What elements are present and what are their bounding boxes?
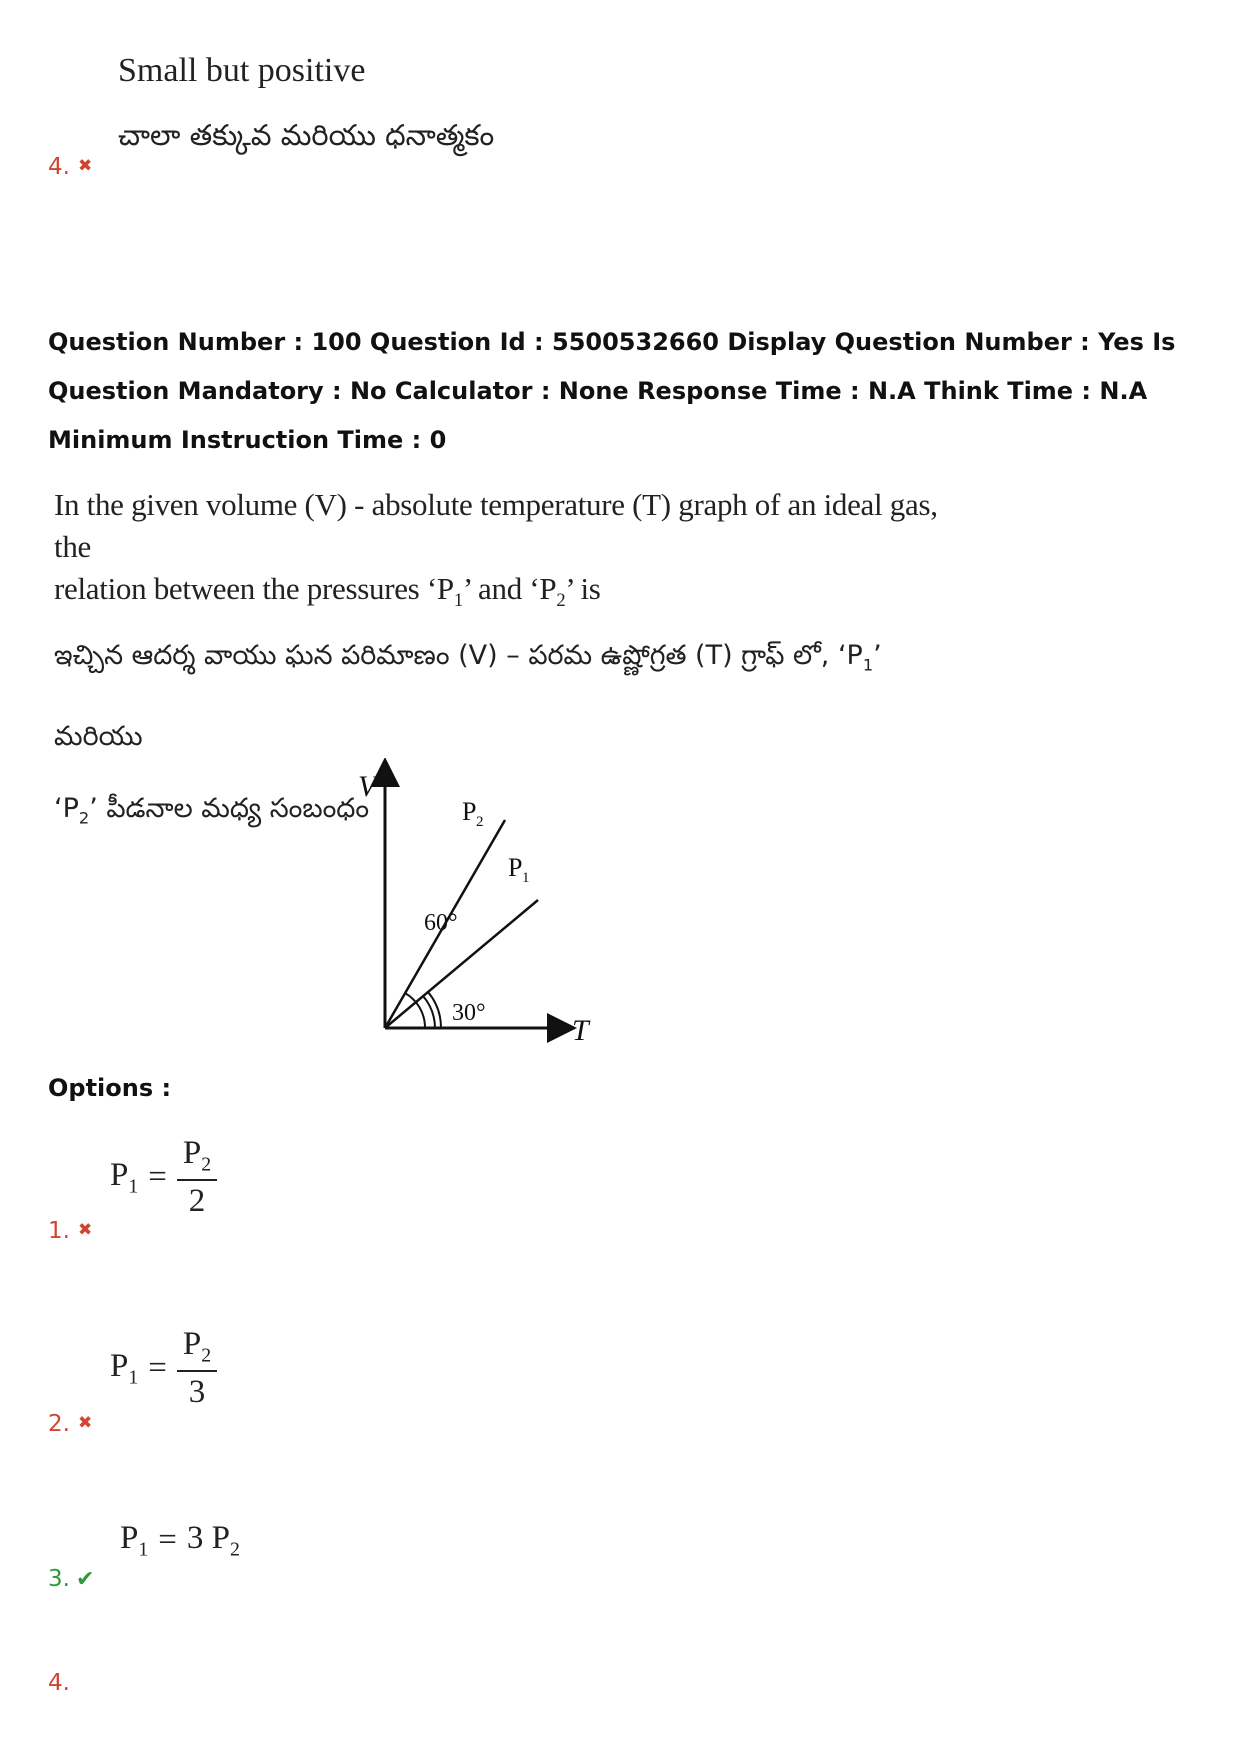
symbol: P <box>182 1326 202 1362</box>
option-number: 3. <box>48 1566 70 1592</box>
question-text-en <box>54 484 954 622</box>
formula-lhs <box>120 1520 148 1562</box>
option-number: 1. <box>48 1218 70 1244</box>
cross-icon: ✖ <box>77 1220 93 1240</box>
options-label: Options : <box>48 1074 172 1102</box>
line-p2-subscript: 2 <box>476 814 484 830</box>
equals-sign: = <box>158 1522 177 1559</box>
subscript: 1 <box>128 1175 139 1198</box>
symbol: P <box>120 1520 139 1556</box>
option-2-formula <box>110 1326 217 1411</box>
option-4-row[interactable] <box>48 1670 70 1696</box>
option-2-row[interactable] <box>48 1411 92 1437</box>
check-icon: ✔ <box>75 1567 95 1592</box>
text-part: ఇచ్చిన ఆదర్శ వాయు ఘన పరిమాణం (V) – పరమ ఉష్ణోగ్రత (T) గ్రాఫ్ లో, ‘P <box>54 640 863 671</box>
option-number: 2. <box>48 1411 70 1437</box>
subscript: 2 <box>229 1538 240 1561</box>
symbol: P <box>110 1156 129 1193</box>
symbol: P <box>182 1135 202 1171</box>
option-3-formula <box>120 1520 240 1562</box>
option-number: 4. <box>48 154 70 180</box>
equals-sign: = <box>148 1349 167 1386</box>
x-axis-label: T <box>572 1014 589 1047</box>
subscript: 1 <box>128 1366 139 1389</box>
line-p1-label: P <box>508 853 523 882</box>
prev-option-4-text-en: Small but positive <box>118 52 366 89</box>
cross-icon: ✖ <box>77 1413 93 1433</box>
formula-lhs <box>110 1157 138 1199</box>
formula-rhs <box>187 1520 240 1562</box>
vt-graph <box>340 758 610 1058</box>
option-1-row[interactable] <box>48 1218 92 1244</box>
angle-60-label: 60° <box>424 910 458 936</box>
subscript: 1 <box>138 1538 149 1561</box>
question-text-te-line1 <box>54 620 954 773</box>
angle-30-label: 30° <box>452 1000 486 1026</box>
subscript: 2 <box>556 590 566 612</box>
text-part: ’ మరియు <box>54 640 882 753</box>
subscript: 2 <box>201 1153 212 1176</box>
text-part: ’ పీడనాల మధ్య సంబంధం <box>89 793 370 825</box>
subscript: 1 <box>453 590 463 612</box>
cross-icon: ✖ <box>77 156 93 176</box>
line-p1-subscript: 1 <box>522 870 530 886</box>
text-part: relation between the pressures ‘P <box>54 571 454 606</box>
line-p2-label: P <box>462 797 477 826</box>
text-part: ’ and ‘P <box>462 571 557 606</box>
denominator: 2 <box>188 1182 206 1219</box>
denominator: 3 <box>188 1373 206 1410</box>
prev-option-4-row <box>48 154 92 180</box>
equals-sign: = <box>148 1158 167 1195</box>
formula-lhs <box>110 1348 138 1390</box>
question-text-en-line2 <box>54 568 954 622</box>
fraction <box>177 1135 217 1220</box>
numerator <box>177 1135 217 1181</box>
subscript: 2 <box>201 1344 212 1367</box>
option-1-formula <box>110 1135 217 1220</box>
option-number: 4. <box>48 1670 70 1696</box>
question-meta: Question Number : 100 Question Id : 5500532660 Display Question Number : Yes Is Question Mandatory : No Calculator : None Response Time : N.A Think Time : N.A Minimum Instruction Time : 0 <box>48 328 1176 454</box>
text-part: ’ is <box>565 571 601 606</box>
symbol: P <box>110 1347 129 1384</box>
prev-option-4-text-te: చాలా తక్కువ మరియు ధనాత్మకం <box>118 118 495 152</box>
numerator <box>177 1326 217 1372</box>
subscript: 2 <box>78 808 90 828</box>
y-axis-label: V <box>358 770 377 803</box>
symbol: 3 P <box>186 1520 230 1556</box>
fraction <box>177 1326 217 1411</box>
subscript: 1 <box>862 655 874 675</box>
question-text-en-line1: In the given volume (V) - absolute temperature (T) graph of an ideal gas, the <box>54 487 938 564</box>
text-part: ‘P <box>54 793 79 825</box>
option-3-row[interactable] <box>48 1566 94 1592</box>
